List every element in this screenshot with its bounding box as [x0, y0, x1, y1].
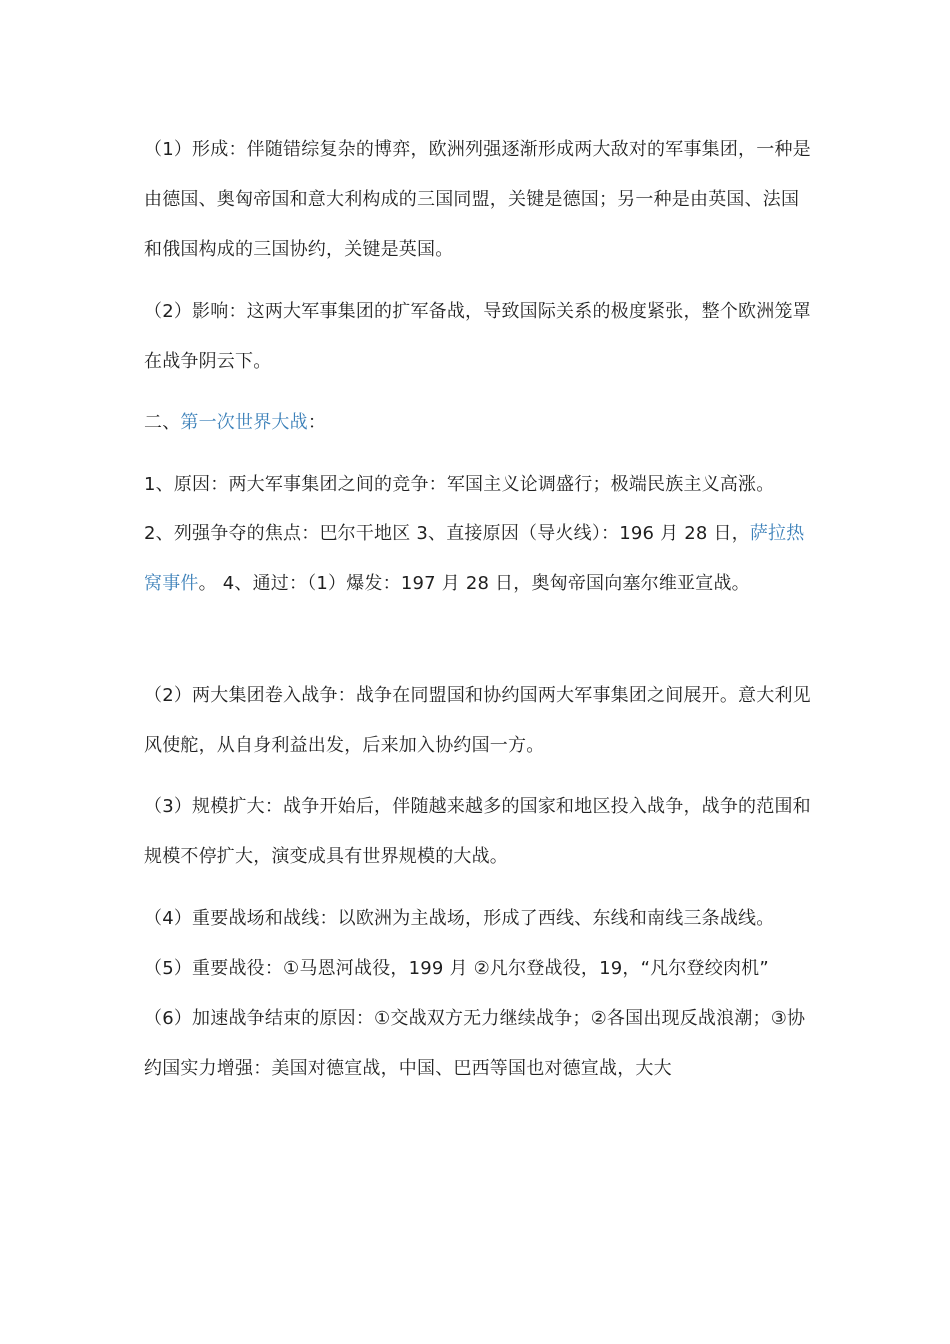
wwi-link[interactable]: 第一次世界大战	[180, 412, 308, 433]
paragraph-causes: 1、原因：两大军事集团之间的竞争：军国主义论调盛行；极端民族主义高涨。	[144, 474, 775, 495]
section-heading-wwi	[144, 398, 812, 448]
paragraph-formation: （1）形成：伴随错综复杂的博弈，欧洲列强逐渐形成两大敌对的军事集团，一种是由德国、奥匈帝国和意大利构成的三国同盟，关键是德国；另一种是由英国、法国和俄国构成的三国协约，关键是英国。	[144, 139, 811, 260]
section-heading-suffix: ：	[307, 412, 327, 433]
paragraph-influence: （2）影响：这两大军事集团的扩军备战，导致国际关系的极度紧张，整个欧洲笼罩在战争阴云下。	[144, 301, 811, 372]
focus-trigger-text-1: 2、列强争夺的焦点：巴尔干地区 3、直接原因（导火线）：196 月 28 日，	[144, 523, 750, 544]
paragraph-scale: （3）规模扩大：战争开始后，伴随越来越多的国家和地区投入战争，战争的范围和规模不停扩大，演变成具有世界规模的大战。	[144, 796, 811, 867]
section-heading-prefix: 二、	[144, 412, 181, 433]
paragraph-battles: （5）重要战役：①马恩河战役，199 月 ②凡尔登战役，19，“凡尔登绞肉机” （6）加速战争结束的原因：①交战双方无力继续战争；②各国出现反战浪潮；③协约国实力增强：美国对德宣战，中国、巴西等国也对德宣战，大大	[144, 958, 806, 1079]
sarajevo-incident-link[interactable]: 萨拉热窝事件	[144, 523, 805, 594]
paragraph-focus-trigger	[144, 509, 812, 609]
paragraph-two-blocs: （2）两大集团卷入战争：战争在同盟国和协约国两大军事集团之间展开。意大利见风使舵，从自身利益出发，后来加入协约国一方。	[144, 685, 811, 756]
paragraph-battlefields: （4）重要战场和战线：以欧洲为主战场，形成了西线、东线和南线三条战线。	[144, 908, 775, 929]
focus-trigger-text-2: 。 4、通过：（1）爆发：197 月 28 日，奥匈帝国向塞尔维亚宣战。	[198, 573, 750, 594]
